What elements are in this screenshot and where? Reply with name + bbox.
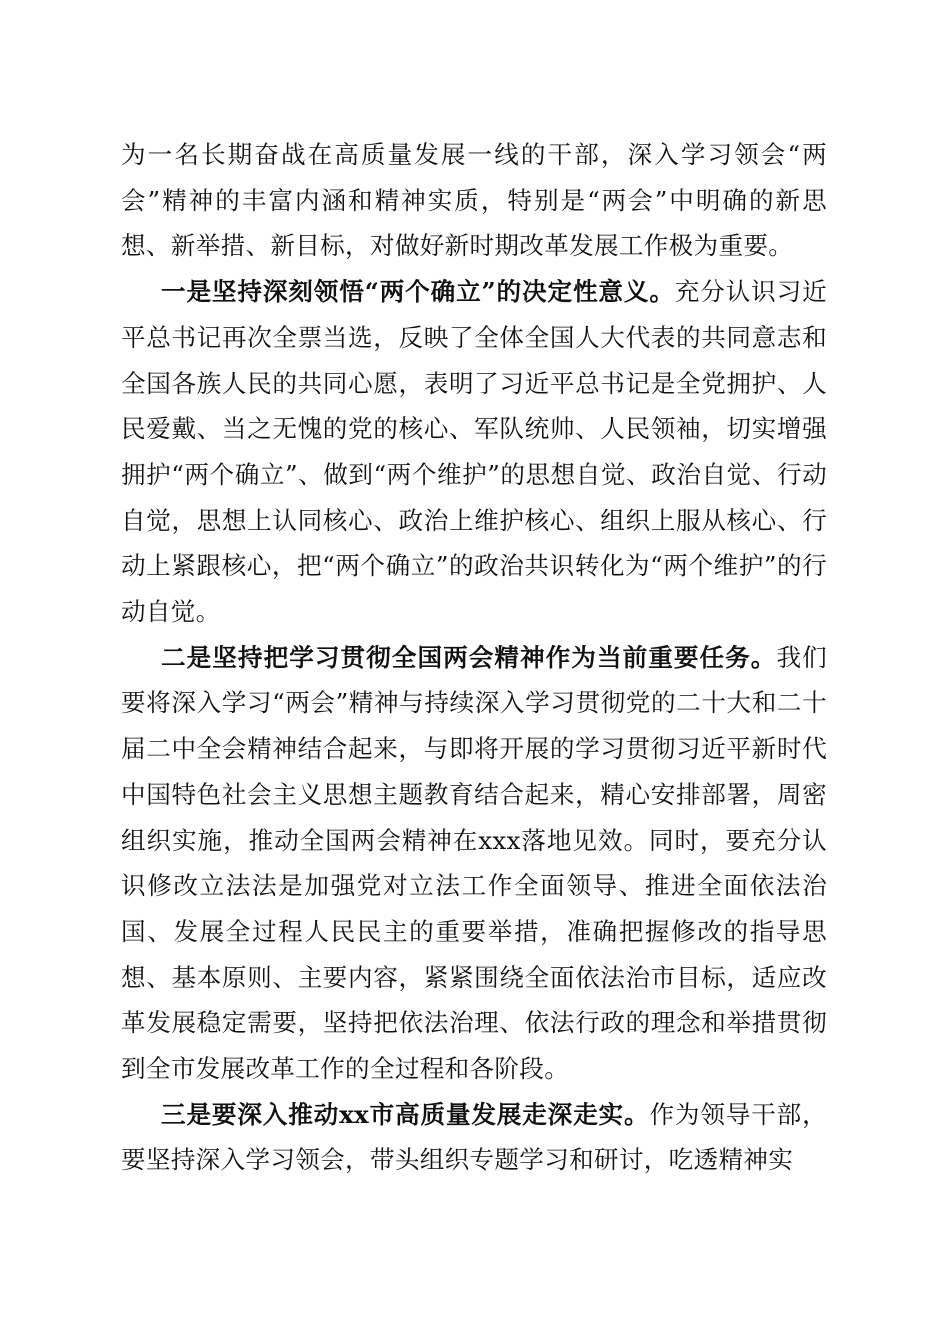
- document-body: [121, 132, 827, 1183]
- paragraph-point-one: [121, 269, 827, 635]
- paragraph-point-two: [121, 635, 827, 1092]
- paragraph-text: 充分认识习近平总书记再次全票当选，反映了全体全国人大代表的共同意志和全国各族人民的共同心愿，表明了习近平总书记是全党拥护、人民爱戴、当之无愧的党的核心、军队统帅、人民领袖，切实增强拥护“两个确立”、做到“两个维护”的思想自觉、政治自觉、行动自觉，思想上认同核心、政治上维护核心、组织上服从核心、行动上紧跟核心，把“两个确立”的政治共识转化为“两个维护”的行动自觉。: [121, 277, 827, 627]
- paragraph-text: 为一名长期奋战在高质量发展一线的干部，深入学习领会“两会”精神的丰富内涵和精神实质，特别是“两会”中明确的新思想、新举措、新目标，对做好新时期改革发展工作极为重要。: [121, 140, 827, 261]
- paragraph-text: 作为领导干部，要坚持深入学习领会，带头组织专题学习和研讨，吃透精神实: [121, 1099, 828, 1175]
- paragraph-point-three: [121, 1092, 827, 1183]
- paragraph-continuation: [121, 132, 827, 269]
- paragraph-lead: 一是坚持深刻领悟“两个确立”的决定性意义。: [161, 277, 675, 307]
- paragraph-lead: 二是坚持把学习贯彻全国两会精神作为当前重要任务。: [161, 642, 777, 672]
- paragraph-text: 我们要将深入学习“两会”精神与持续深入学习贯彻党的二十大和二十届二中全会精神结合起来，与即将开展的学习贯彻习近平新时代中国特色社会主义思想主题教育结合起来，精心安排部署，周密组织实施，推动全国两会精神在xxx落地见效。同时，要充分认识修改立法法是加强党对立法工作全面领导、推进全面依法治国、发展全过程人民民主的重要举措，准确把握修改的指导思想、基本原则、主要内容，紧紧围绕全面依法治市目标，适应改革发展稳定需要，坚持把依法治理、依法行政的理念和举措贯彻到全市发展改革工作的全过程和各阶段。: [121, 642, 827, 1084]
- paragraph-lead: 三是要深入推动xx市高质量发展走深走实。: [161, 1099, 650, 1129]
